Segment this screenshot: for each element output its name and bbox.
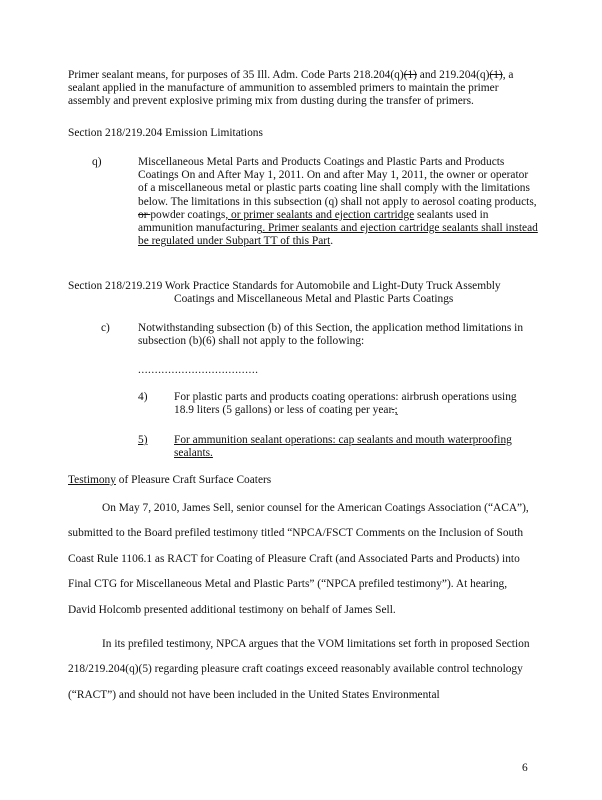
strikethrough-text: or (138, 208, 151, 221)
item-4-text: For plastic parts and products coating operations: airbrush operations using 18.9 liters (5 gallons) or less of coating per year.; (174, 391, 517, 417)
page-number: 6 (522, 762, 528, 774)
subsection-q-label: q) (92, 156, 102, 168)
testimony-paragraph-1: On May 7, 2010, James Sell, senior counsel for the American Coatings Association (“ACA”), submitted to the Board prefiled testimony titled “NPCA/FSCT Comments on the Inclusion of South Coast Rule 1106.1 as RACT for Coating of Pleasure Craft (and Associated Parts and Products) into Final CTG for Miscellaneous Metal and Plastic Parts” (“NPCA prefiled testimony”). At hearing, David Holcomb presented additional testimony on behalf of James Sell. (68, 502, 529, 616)
subsection-c-text: Notwithstanding subsection (b) of this Section, the application method limitations in subsection (b)(6) shall not apply to the following: (138, 322, 524, 348)
inserted-text: . Primer sealants and ejection cartridge sealants shall instead be regulated under Subpart TT of this Part (138, 222, 538, 248)
item-4-label: 4) (138, 391, 148, 403)
subsection-q-text: Miscellaneous Metal Parts and Products Coatings and Plastic Parts and Products Coatings On and After May 1, 2011. On and after May 1, 2011, the owner or operator of a miscellaneous metal or plastic parts coating line shall comply with the limitations below. The limitations in this subsection (q) shall not apply to aerosol coating products, or powder coatings, or primer sealants and ejection cartridge sealants used in ammunition manufacturing. Primer sealants and ejection cartridge sealants shall instead be regulated under Subpart TT of this Part. (138, 156, 538, 248)
section-219-heading-line1: Section 218/219.219 Work Practice Standards for Automobile and Light-Duty Truck Assembly (68, 280, 501, 292)
testimony-heading: Testimony of Pleasure Craft Surface Coaters (68, 474, 272, 486)
strikethrough-text: (1) (403, 69, 417, 81)
testimony-paragraph-2: In its prefiled testimony, NPCA argues that the VOM limitations set forth in proposed Section 218/219.204(q)(5) regarding pleasure craft coatings exceed reasonably available control technology (“RACT”) and should not have been included in the United States Environmental (68, 638, 530, 701)
item-5-text: For ammunition sealant operations: cap sealants and mouth waterproofing sealants. (174, 434, 512, 460)
primer-sealant-definition: Primer sealant means, for purposes of 35 Ill. Adm. Code Parts 218.204(q)(1) and 219.204(q)(1), a sealant applied in the manufacture of ammunition to assembled primers to maintain the primer assembly and prevent explosive priming mix from dusting during the transfer of primers. (68, 69, 514, 108)
omission-dots: .................................... (138, 364, 259, 376)
inserted-text: ; (394, 404, 398, 417)
item-5-label: 5) (138, 434, 148, 446)
strikethrough-text: . (391, 404, 395, 417)
section-219-heading-line2: Coatings and Miscellaneous Metal and Plastic Parts Coatings (174, 293, 454, 305)
subsection-c-label: c) (101, 322, 110, 334)
section-204-heading: Section 218/219.204 Emission Limitations (68, 127, 263, 139)
inserted-text: , or primer sealants and ejection cartridge (225, 208, 415, 221)
strikethrough-text: (1) (489, 69, 503, 81)
